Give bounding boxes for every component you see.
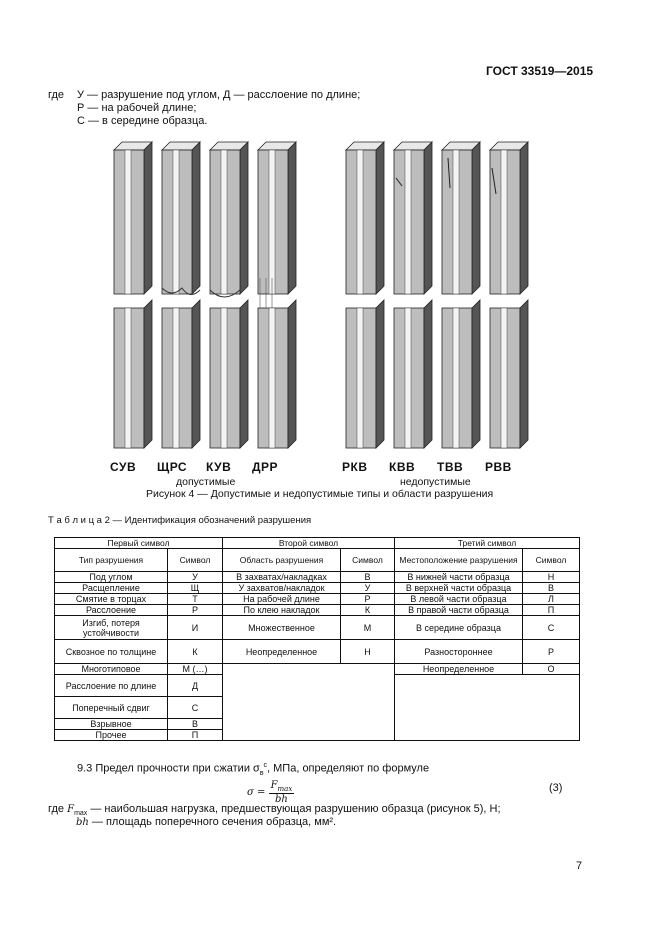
code-suv: СУВ: [110, 460, 137, 474]
cell: В правой части образца: [395, 605, 523, 616]
cell: С: [168, 697, 223, 719]
where-var-1: F: [67, 804, 75, 815]
table-row: [55, 594, 580, 605]
group-third: Третий символ: [395, 538, 580, 549]
standard-number: ГОСТ 33519—2015: [486, 64, 594, 78]
code-tvv: ТВВ: [437, 460, 464, 474]
cell: Расщепление: [55, 583, 168, 594]
failure-codes-table: [54, 537, 580, 741]
header-symbol-3: Символ: [523, 549, 580, 572]
group-second: Второй символ: [223, 538, 395, 549]
code-drr: ДРР: [252, 460, 279, 474]
cell: Взрывное: [55, 719, 168, 730]
cell: Изгиб, потеря устойчивости: [55, 616, 168, 640]
table-row: [55, 605, 580, 616]
table-row: [55, 664, 580, 675]
cell: Прочее: [55, 730, 168, 741]
cell: Щ: [168, 583, 223, 594]
legend-line-2: Р — на рабочей длине;: [77, 102, 197, 114]
para-sub: в: [259, 769, 264, 777]
cell: Д: [168, 675, 223, 697]
cell: Р: [341, 594, 395, 605]
cell: П: [523, 605, 580, 616]
cell: В: [523, 583, 580, 594]
cell: С: [523, 616, 580, 640]
cell: К: [168, 640, 223, 664]
header-area: Область разрушения: [223, 549, 341, 572]
where-block-2: [76, 816, 336, 828]
page-number: 7: [576, 860, 583, 872]
cell: У захватов/накладок: [223, 583, 341, 594]
formula: σ = $F_{max}$ bh: [247, 780, 293, 805]
cell: О: [523, 664, 580, 675]
cell: Расслоение по длине: [55, 675, 168, 697]
cell: В: [168, 719, 223, 730]
cell: Смятие в торцах: [55, 594, 168, 605]
cell: М: [341, 616, 395, 640]
cell: П: [168, 730, 223, 741]
legend-line-1: У — разрушение под углом, Д — расслоение по длине;: [77, 89, 361, 101]
para-text-2: , МПа, определяют по формуле: [267, 762, 430, 775]
cell: Множественное: [223, 616, 341, 640]
where-prefix: где: [48, 803, 65, 815]
header-symbol-1: Символ: [168, 549, 223, 572]
code-shchrs: ЩРС: [157, 460, 188, 474]
header-symbol-2: Символ: [341, 549, 395, 572]
figure-caption: Рисунок 4 — Допустимые и недопустимые типы и области разрушения: [146, 488, 494, 500]
cell: В: [341, 572, 395, 583]
empty-cell: [223, 664, 395, 741]
group-not-allowed: недопустимые: [400, 476, 471, 488]
specimen-rkv: [346, 142, 384, 448]
table-title: Т а б л и ц а 2 — Идентификация обозначений разрушения: [48, 515, 312, 526]
cell: Расслоение: [55, 605, 168, 616]
formula-denominator: bh: [275, 794, 288, 805]
specimen-figure: [100, 138, 530, 456]
cell: В захватах/накладках: [223, 572, 341, 583]
table-row: [55, 572, 580, 583]
empty-cell: [395, 675, 580, 741]
code-kvv: КВВ: [389, 460, 416, 474]
cell: Т: [168, 594, 223, 605]
para-sup: c: [263, 762, 268, 769]
header-type: Тип разрушения: [55, 549, 168, 572]
specimen-kvv: [394, 142, 432, 448]
formula-number: (3): [549, 782, 563, 794]
cell: В левой части образца: [395, 594, 523, 605]
code-kuv: КУВ: [206, 460, 232, 474]
cell: В нижней части образца: [395, 572, 523, 583]
cell: У: [341, 583, 395, 594]
specimen-shchrs: [162, 142, 200, 448]
where-line-2: — площадь поперечного сечения образца, мм².: [88, 816, 337, 828]
where-var-1-sub: max: [74, 810, 88, 818]
cell: Л: [523, 594, 580, 605]
legend-prefix: где: [48, 89, 65, 101]
table-row: [55, 640, 580, 664]
cell: Р: [168, 605, 223, 616]
cell: Под углом: [55, 572, 168, 583]
cell: Поперечный сдвиг: [55, 697, 168, 719]
cell: Н: [341, 640, 395, 664]
cell: По клею накладок: [223, 605, 341, 616]
code-rvv: РВВ: [485, 460, 512, 474]
formula-numerator: F: [270, 780, 278, 791]
table-row: [55, 583, 580, 594]
specimen-suv: [114, 142, 152, 448]
para-text: 9.3 Предел прочности при сжатии σ: [77, 762, 260, 775]
where-line-1: — наибольшая нагрузка, предшествующая разрушению образца (рисунок 5), Н;: [87, 803, 501, 815]
table-row: [55, 616, 580, 640]
specimen-drr: [258, 142, 296, 448]
specimen-rvv: [490, 142, 528, 448]
where-var-2: bh: [76, 817, 89, 828]
group-allowed: допустимые: [176, 476, 236, 488]
paragraph-9-3: [77, 762, 429, 777]
cell: Неопределенное: [395, 664, 523, 675]
cell: Р: [523, 640, 580, 664]
cell: В верхней части образца: [395, 583, 523, 594]
cell: М (…): [168, 664, 223, 675]
cell: У: [168, 572, 223, 583]
group-first: Первый символ: [55, 538, 223, 549]
formula-num-sub: max: [277, 785, 293, 793]
formula-lhs: σ: [247, 787, 254, 798]
cell: Разностороннее: [395, 640, 523, 664]
legend-line-3: С — в середине образца.: [77, 115, 208, 127]
cell: Неопределенное: [223, 640, 341, 664]
code-rkv: РКВ: [342, 460, 368, 474]
cell: И: [168, 616, 223, 640]
header-location: Местоположение разрушения: [395, 549, 523, 572]
specimen-kuv: [210, 142, 248, 448]
cell: Многотиповое: [55, 664, 168, 675]
cell: В середине образца: [395, 616, 523, 640]
cell: Н: [523, 572, 580, 583]
cell: К: [341, 605, 395, 616]
cell: На рабочей длине: [223, 594, 341, 605]
specimen-tvv: [442, 142, 480, 448]
cell: Сквозное по толщине: [55, 640, 168, 664]
